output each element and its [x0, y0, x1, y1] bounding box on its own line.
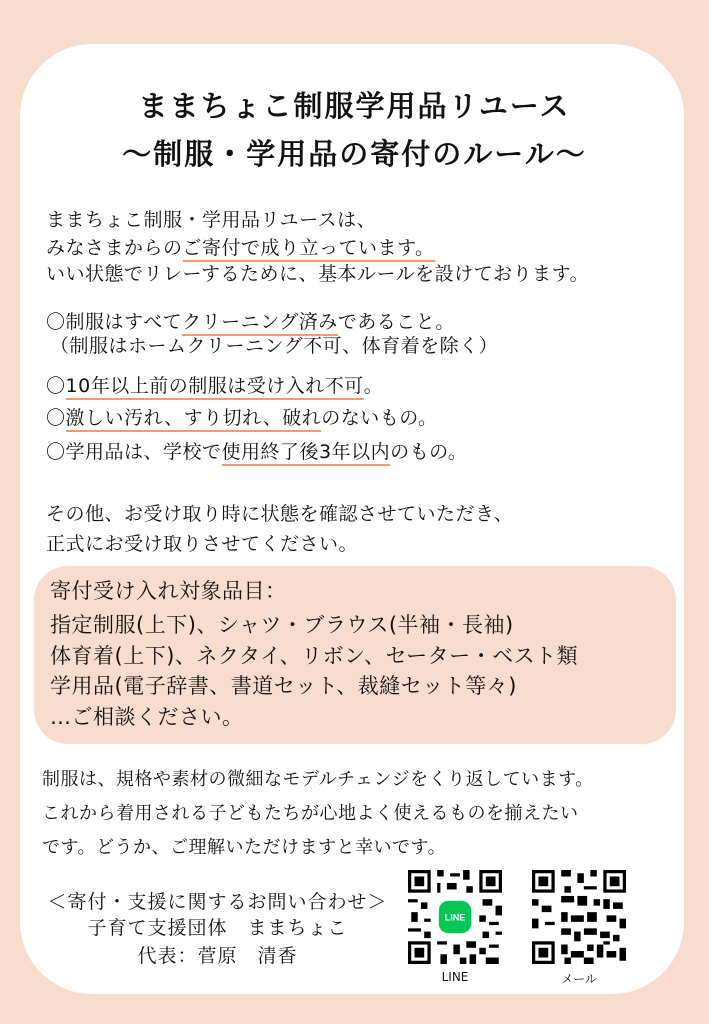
accepted-item: 指定制服(上下)、シャツ・ブラウス(半袖・長袖)	[50, 613, 514, 637]
mail-qr-code[interactable]	[532, 870, 626, 964]
accepted-item: 体育着(上下)、ネクタイ、リボン、セーター・ベスト類	[50, 644, 579, 668]
emphasis-underline: 使用終了後3年以内	[222, 441, 391, 466]
rule-age-limit: 〇10年以上前の制服は受け入れ不可。	[46, 374, 383, 398]
rule-condition: 〇激しい汚れ、すり切れ、破れのないもの。	[46, 406, 438, 430]
rule-school-supplies: 〇学用品は、学校で使用終了後3年以内のもの。	[46, 440, 467, 464]
closing-line-3: です。どうか、ご理解いただけますと幸いです。	[42, 837, 447, 858]
closing-line-2: これから着用される子どもたちが心地よく使えるものを揃えたい	[42, 803, 579, 824]
line-qr-code[interactable]	[408, 870, 502, 964]
intro-line-2: みなさまからのご寄付で成り立っています。	[46, 236, 435, 260]
accepted-item: 学用品(電子辞書、書道セット、裁縫セット等々)	[50, 674, 517, 698]
line-qr-label: LINE	[441, 970, 469, 984]
closing-line-1: 制服は、規格や素材の微細なモデルチェンジをくり返しています。	[42, 769, 594, 790]
contact-heading: ＜寄付・支援に関するお問い合わせ＞	[47, 891, 388, 913]
page-subtitle: 〜制服・学用品の寄付のルール〜	[122, 137, 587, 171]
accepted-item: …ご相談ください。	[50, 705, 244, 729]
rule-cleaning: 〇制服はすべてクリーニング済みであること。	[46, 310, 455, 334]
emphasis-underline: 10年以上前の制服は受け入れ不可	[66, 375, 364, 400]
emphasis-underline: ご寄付で成り立っています。	[183, 237, 435, 262]
rule-cleaning-note: （制服はホームクリーニング不可、体育着を除く）	[50, 335, 499, 357]
page-title: ままちょこ制服学用品リユース	[138, 89, 571, 123]
intro-line-1: ままちょこ制服・学用品リユースは、	[46, 209, 377, 231]
accepted-heading: 寄付受け入れ対象品目：	[50, 579, 287, 603]
emphasis-underline: 激しい汚れ、すり切れ、破れ	[66, 407, 322, 432]
other-line-1: その他、お受け取り時に状態を確認させていただき、	[46, 503, 514, 525]
other-line-2: 正式にお受け取りさせてください。	[46, 533, 359, 555]
contact-representative: 代表：菅原 清香	[137, 945, 298, 967]
mail-qr-label: メール	[561, 972, 597, 986]
line-logo-text: LINE	[444, 912, 466, 923]
intro-line-3: いい状態でリレーするために、基本ルールを設けております。	[46, 263, 590, 285]
contact-organization: 子育て支援団体 ままちょこ	[87, 917, 348, 939]
emphasis-underline: クリーニング済み	[182, 311, 338, 336]
